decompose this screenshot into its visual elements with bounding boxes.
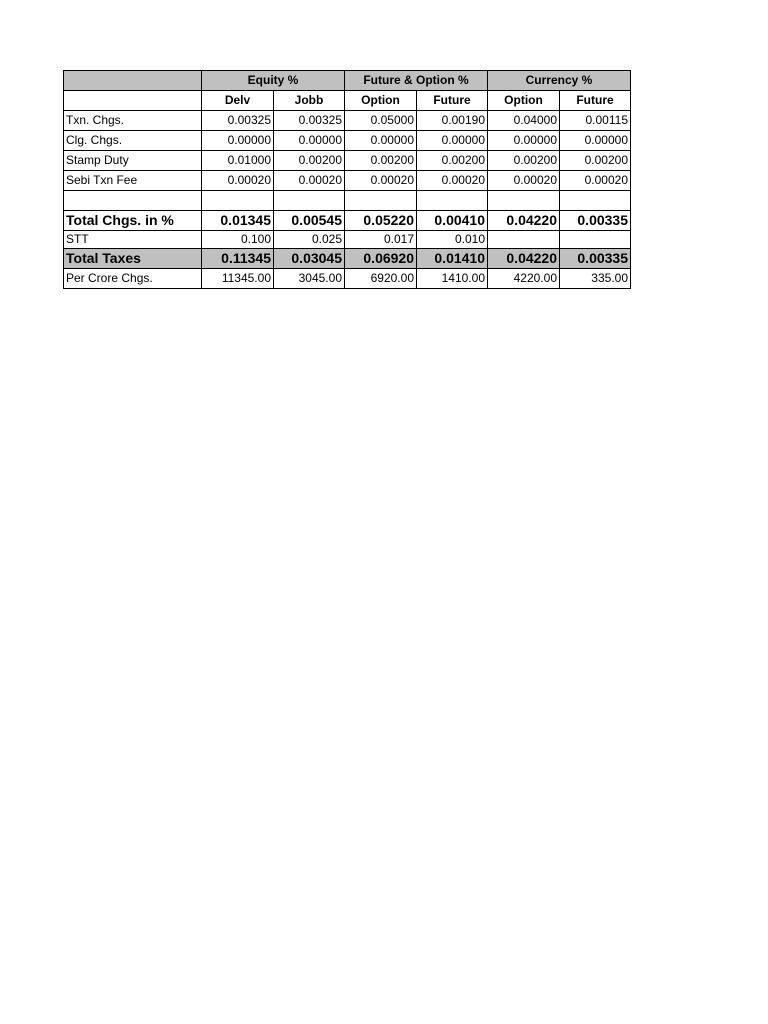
total-taxes-label: Total Taxes [64,249,202,269]
cell-value: 0.00115 [560,111,631,131]
sub-header-delv: Delv [202,91,274,111]
blank-row [64,191,631,211]
blank-cell [560,191,631,211]
cell-value: 6920.00 [345,269,417,289]
sub-header-blank [64,91,202,111]
total-value: 0.04220 [488,211,560,231]
sub-header-fo-future: Future [417,91,488,111]
per-crore-label: Per Crore Chgs. [64,269,202,289]
cell-value: 0.00000 [345,131,417,151]
blank-cell [488,191,560,211]
total-value: 0.06920 [345,249,417,269]
row-sebi-txn-fee [64,171,631,191]
total-chgs-label: Total Chgs. in % [64,211,202,231]
sub-header-jobb: Jobb [274,91,345,111]
total-value: 0.01410 [417,249,488,269]
cell-value: 0.00000 [417,131,488,151]
cell-value: 0.00020 [560,171,631,191]
row-stamp-duty [64,151,631,171]
total-value: 0.04220 [488,249,560,269]
group-header-row [64,71,631,91]
total-value: 0.03045 [274,249,345,269]
cell-value [488,231,560,249]
cell-value: 0.00325 [274,111,345,131]
row-stt [64,231,631,249]
sub-header-cur-future: Future [560,91,631,111]
cell-value: 0.00200 [345,151,417,171]
cell-value: 0.017 [345,231,417,249]
total-value: 0.00335 [560,249,631,269]
cell-value: 0.05000 [345,111,417,131]
blank-cell [345,191,417,211]
cell-value: 0.00200 [560,151,631,171]
cell-value: 0.00200 [417,151,488,171]
cell-value: 0.00200 [488,151,560,171]
cell-value: 0.00000 [560,131,631,151]
total-value: 0.01345 [202,211,274,231]
sub-header-fo-option: Option [345,91,417,111]
blank-cell [417,191,488,211]
cell-value: 0.00020 [345,171,417,191]
cell-value: 0.025 [274,231,345,249]
total-value: 0.11345 [202,249,274,269]
sub-header-row [64,91,631,111]
total-value: 0.00545 [274,211,345,231]
group-header-equity: Equity % [202,71,345,91]
cell-value: 0.00020 [417,171,488,191]
cell-value: 0.04000 [488,111,560,131]
cell-value [560,231,631,249]
cell-value: 0.01000 [202,151,274,171]
blank-cell [202,191,274,211]
cell-value: 4220.00 [488,269,560,289]
row-label: Sebi Txn Fee [64,171,202,191]
cell-value: 0.100 [202,231,274,249]
row-per-crore [64,269,631,289]
cell-value: 0.00200 [274,151,345,171]
cell-value: 335.00 [560,269,631,289]
blank-cell [64,191,202,211]
corner-cell [64,71,202,91]
cell-value: 0.00325 [202,111,274,131]
cell-value: 1410.00 [417,269,488,289]
cell-value: 0.00000 [488,131,560,151]
row-clg-chgs [64,131,631,151]
group-header-currency: Currency % [488,71,631,91]
cell-value: 11345.00 [202,269,274,289]
total-value: 0.00410 [417,211,488,231]
cell-value: 0.00190 [417,111,488,131]
row-label: Clg. Chgs. [64,131,202,151]
row-total-chgs [64,211,631,231]
sub-header-cur-option: Option [488,91,560,111]
row-label: Stamp Duty [64,151,202,171]
total-value: 0.00335 [560,211,631,231]
charges-table [63,70,631,289]
cell-value: 0.010 [417,231,488,249]
cell-value: 3045.00 [274,269,345,289]
cell-value: 0.00020 [274,171,345,191]
stt-label: STT [64,231,202,249]
total-value: 0.05220 [345,211,417,231]
cell-value: 0.00020 [202,171,274,191]
group-header-future-option: Future & Option % [345,71,488,91]
row-label: Txn. Chgs. [64,111,202,131]
cell-value: 0.00000 [274,131,345,151]
cell-value: 0.00000 [202,131,274,151]
cell-value: 0.00020 [488,171,560,191]
row-total-taxes [64,249,631,269]
blank-cell [274,191,345,211]
row-txn-chgs [64,111,631,131]
